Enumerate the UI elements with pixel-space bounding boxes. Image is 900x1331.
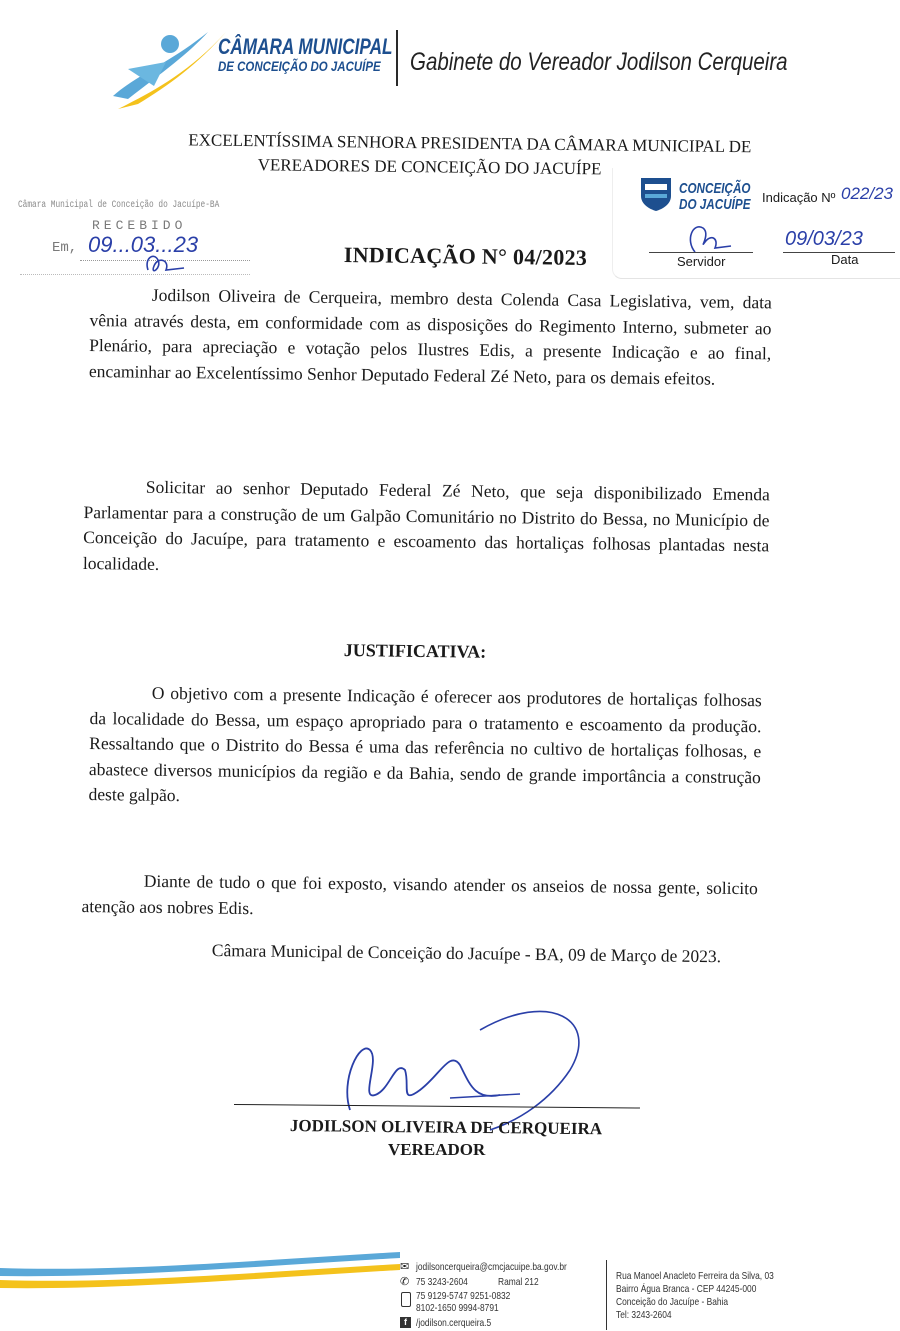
stamp-bottom-line <box>20 274 250 275</box>
cabinet-title: Gabinete do Vereador Jodilson Cerqueira <box>410 48 788 76</box>
email-icon: ✉ <box>400 1261 410 1273</box>
footer-social: /jodilson.cerqueira.5 <box>416 1317 492 1329</box>
footer-phone-1: 75 3243-2604 <box>416 1276 468 1288</box>
stamp-em-label: Em, <box>52 240 78 256</box>
footer <box>0 1230 900 1330</box>
footer-address-2: Bairro Água Branca - CEP 44245-000 <box>616 1283 757 1295</box>
initials-signature-icon <box>140 248 190 278</box>
mobile-icon <box>401 1292 411 1307</box>
municipal-crest-icon <box>639 174 673 212</box>
stamp-received-label: RECEBIDO <box>92 218 187 233</box>
stamp-logo-line-2: DO JACUÍPE <box>679 196 751 213</box>
closing-paragraph: Diante de tudo o que foi exposto, visando atender os anseios de nossa gente, solicito atenção aos nobres Edis. <box>81 870 758 918</box>
justification-paragraph: O objetivo com a presente Indicação é oferecer aos produtores de hortaliças folhosas da localidade do Bessa, um espaço apropriado para o tratamento e escoamento da produção. Ressaltando que o Distrito do Bessa é uma das referência no cultivo de hortaliças folhosas, e abastece diversos municípios da região e da Bahia, sendo de grande importância a construção deste galpão. <box>88 682 762 806</box>
indicacao-number-value: 022/23 <box>841 184 893 203</box>
justification-title: JUSTIFICATIVA: <box>343 640 487 662</box>
addressee-line-1: EXCELENTÍSSIMA SENHORA PRESIDENTA DA CÂMARA MUNICIPAL DE <box>188 130 752 157</box>
received-stamp <box>0 196 260 280</box>
indicacao-number-label: Indicação Nº <box>762 190 836 205</box>
email-row <box>400 1260 610 1275</box>
document-title: INDICAÇÃO N° 04/2023 <box>343 242 588 270</box>
footer-address-3: Conceição do Jacuípe - Bahia <box>616 1296 729 1308</box>
intro-paragraph: Jodilson Oliveira de Cerqueira, membro desta Colenda Casa Legislativa, vem, data vênia através desta, em conformidade com as disposições do Regimento Interno, submeter ao Plenário, para apreciação e votação pelos Ilustres Edis, a presente Indicação e ao final, encaminhar ao Excelentíssimo Senhor Deputado Federal Zé Neto, para os demais efeitos. <box>88 284 772 389</box>
logo-line-1: CÂMARA MUNICIPAL <box>218 34 393 59</box>
servidor-line <box>649 252 753 253</box>
footer-address-4: Tel: 3243-2604 <box>616 1309 672 1321</box>
stamp-logo-line-1: CONCEIÇÃO <box>679 180 751 197</box>
footer-address <box>616 1270 900 1322</box>
place-date: Câmara Municipal de Conceição do Jacuípe - BA, 09 de Março de 2023. <box>211 940 722 967</box>
phone-row <box>400 1275 610 1290</box>
request-paragraph: Solicitar ao senhor Deputado Federal Zé Neto, que seja disponibilizado Emenda Parlamentar para a construção de um Galpão Comunitário no Distrito do Bessa, no Município de Conceição do Jacuípe, para tratamento e escoamento das hortaliças folhosas plantadas nesta localidade. <box>82 476 770 574</box>
stamp-received-date: 09...03...23 <box>88 232 199 257</box>
footer-swoosh-icon <box>0 1230 400 1330</box>
mobile-row <box>400 1290 610 1316</box>
social-row <box>400 1316 610 1331</box>
footer-ramal: Ramal 212 <box>498 1276 539 1288</box>
stamp-institution: Câmara Municipal de Conceição do Jacuípe-BA <box>18 200 220 211</box>
footer-email: jodilsoncerqueira@cmcjacuipe.ba.gov.br <box>416 1261 567 1273</box>
header <box>0 0 900 120</box>
footer-address-1: Rua Manoel Anacleto Ferreira da Silva, 03 <box>616 1270 774 1282</box>
header-divider <box>396 30 398 86</box>
indicacao-stamp <box>612 168 900 279</box>
phone-icon: ✆ <box>400 1276 410 1288</box>
addressee-line-2: VEREADORES DE CONCEIÇÃO DO JACUÍPE <box>257 155 602 179</box>
footer-phone-2: 75 9129-5747 9251-0832 <box>416 1290 511 1302</box>
logo-line-2: DE CONCEIÇÃO DO JACUÍPE <box>218 58 381 74</box>
camara-logo-icon <box>108 24 228 114</box>
indicacao-stamp-date: 09/03/23 <box>785 228 863 250</box>
signatory-name: JODILSON OLIVEIRA DE CERQUEIRA <box>289 1116 603 1139</box>
data-label: Data <box>831 252 859 267</box>
footer-contacts <box>400 1260 610 1331</box>
servidor-label: Servidor <box>677 254 726 269</box>
facebook-icon: f <box>400 1317 411 1328</box>
signatory-role: VEREADOR <box>388 1140 486 1159</box>
footer-phone-3: 8102-1650 9994-8791 <box>416 1302 499 1314</box>
